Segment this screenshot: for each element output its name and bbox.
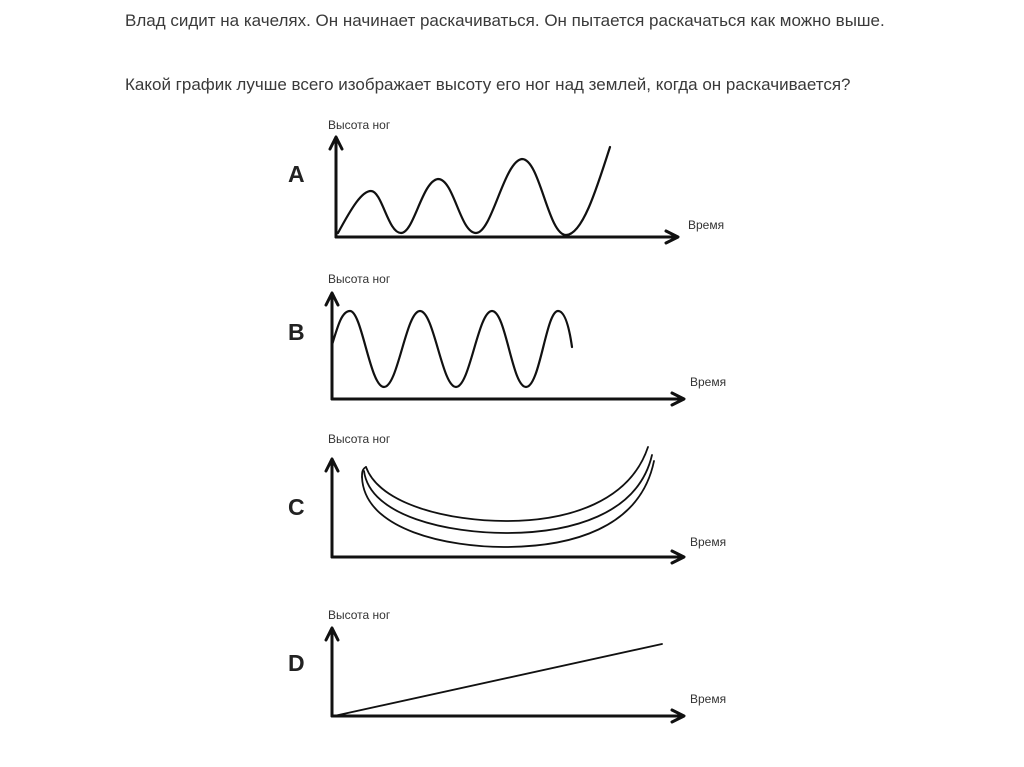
data-line <box>334 644 662 716</box>
question-text: Влад сидит на качелях. Он начинает раскачиваться. Он пытается раскачаться как можно выше. <box>125 11 885 30</box>
graph-c-plot <box>270 435 750 585</box>
data-curve <box>366 447 648 521</box>
graph-c <box>270 432 750 585</box>
graph-a <box>270 115 750 265</box>
graph-b-plot <box>270 275 750 425</box>
y-axis-label: Высота ног <box>328 608 391 622</box>
y-axis-label: Высота ног <box>328 432 391 446</box>
y-axis-label: Высота ног <box>328 118 391 132</box>
question-prompt: Какой график лучше всего изображает высоту его ног над землей, когда он раскачивается? <box>125 75 851 94</box>
x-axis-label: Время <box>690 375 727 389</box>
x-axis-label: Время <box>690 535 727 549</box>
y-axis-label: Высота ног <box>328 272 391 286</box>
x-axis-label: Время <box>688 218 725 232</box>
graph-letter: A <box>288 161 305 187</box>
graph-b <box>270 272 750 425</box>
graph-letter: B <box>288 319 305 345</box>
graph-letter: C <box>288 494 305 520</box>
graph-a-plot <box>270 115 750 265</box>
data-curve <box>332 311 572 387</box>
data-curve <box>338 147 610 235</box>
graph-letter: D <box>288 650 305 676</box>
x-axis-label: Время <box>690 692 727 706</box>
graph-d-plot <box>270 600 750 750</box>
graph-d <box>270 600 750 750</box>
data-curve <box>362 461 654 547</box>
